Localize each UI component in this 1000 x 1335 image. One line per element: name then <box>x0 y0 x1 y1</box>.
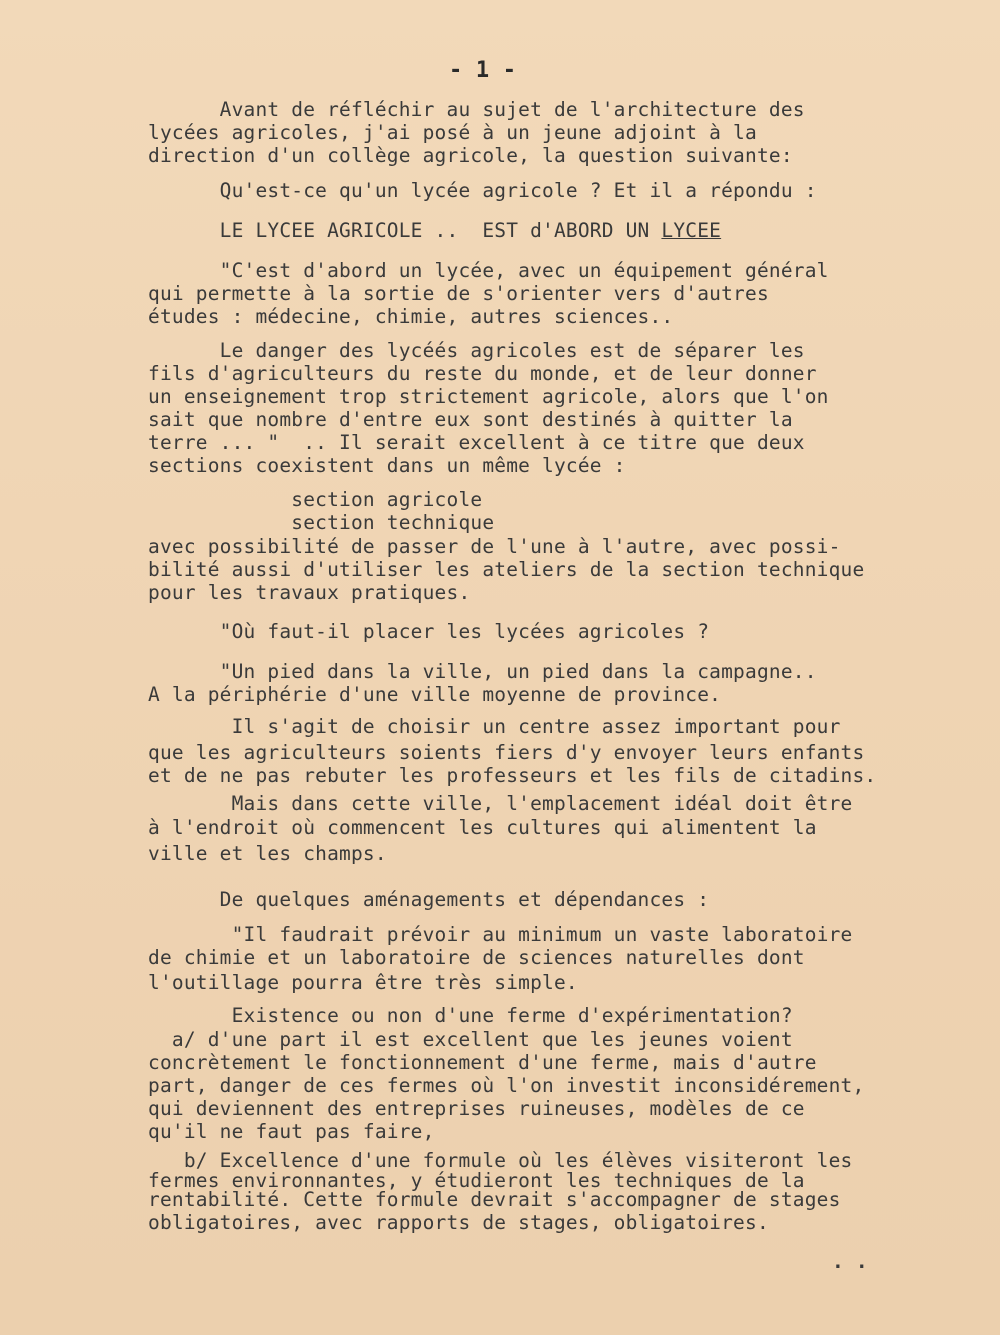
paragraph3-line6: sections coexistent dans un même lycée : <box>148 454 626 477</box>
paragraph5-line2: A la périphérie d'une ville moyenne de province. <box>148 683 722 706</box>
paragraph10-line4: obligatoires, avec rapports de stages, obligatoires. <box>148 1211 769 1234</box>
paragraph4-line2: bilité aussi d'utiliser les ateliers de la section technique <box>148 558 865 581</box>
paragraph9-line1: Existence ou non d'une ferme d'expérimentation? <box>148 1004 793 1027</box>
question2-line: "Où faut-il placer les lycées agricoles ? <box>148 620 710 643</box>
paragraph9-line4: part, danger de ces fermes où l'on investit inconsidérement, <box>148 1074 865 1097</box>
continuation-marks: . . <box>832 1250 868 1273</box>
paragraph3-line4: sait que nombre d'entre eux sont destinés à quitter la <box>148 408 793 431</box>
paragraph3-line2: fils d'agriculteurs du reste du monde, et de leur donner <box>148 362 817 385</box>
paragraph9-line5: qui deviennent des entreprises ruineuses, modèles de ce <box>148 1097 805 1120</box>
subheading-line: De quelques aménagements et dépendances : <box>148 888 710 911</box>
paragraph1-line3: direction d'un collège agricole, la question suivante: <box>148 144 793 167</box>
paragraph9-line2: a/ d'une part il est excellent que les jeunes voient <box>148 1028 793 1051</box>
paragraph4-line1: avec possibilité de passer de l'une à l'autre, avec possi- <box>148 535 841 558</box>
paragraph9-line3: concrètement le fonctionnement d'une ferme, mais d'autre <box>148 1051 817 1074</box>
heading-line <box>148 220 721 242</box>
heading-text: LE LYCEE AGRICOLE .. EST d'ABORD UN <box>148 219 662 242</box>
paragraph7-line3: ville et les champs. <box>148 842 387 865</box>
paragraph9-line6: qu'il ne faut pas faire, <box>148 1120 435 1143</box>
section-agricole: section agricole <box>148 488 483 511</box>
section-technique: section technique <box>148 511 495 534</box>
paragraph5-line1: "Un pied dans la ville, un pied dans la campagne.. <box>148 660 817 683</box>
paragraph6-line2: que les agriculteurs soients fiers d'y envoyer leurs enfants <box>148 741 865 764</box>
paragraph2-line2: qui permette à la sortie de s'orienter vers d'autres <box>148 282 769 305</box>
paragraph3-line1: Le danger des lycéés agricoles est de séparer les <box>148 339 805 362</box>
paragraph8-line1: "Il faudrait prévoir au minimum un vaste laboratoire <box>148 923 853 946</box>
paragraph2-line1: "C'est d'abord un lycée, avec un équipement général <box>148 259 829 282</box>
heading-underlined: LYCEE <box>661 219 722 242</box>
paragraph7-line2: à l'endroit où commencent les cultures qui alimentent la <box>148 816 817 839</box>
paragraph4-line3: pour les travaux pratiques. <box>148 581 471 604</box>
question-line: Qu'est-ce qu'un lycée agricole ? Et il a répondu : <box>148 179 817 202</box>
paragraph8-line2: de chimie et un laboratoire de sciences naturelles dont <box>148 946 805 969</box>
paragraph10-line2: fermes environnantes, y étudieront les techniques de la <box>148 1169 805 1192</box>
paragraph3-line3: un enseignement trop strictement agricole, alors que l'on <box>148 385 829 408</box>
paragraph1-line1: Avant de réfléchir au sujet de l'architecture des <box>148 98 805 121</box>
paragraph6-line1: Il s'agit de choisir un centre assez important pour <box>148 715 841 738</box>
paragraph6-line3: et de ne pas rebuter les professeurs et les fils de citadins. <box>148 764 877 787</box>
paragraph2-line3: études : médecine, chimie, autres sciences.. <box>148 305 674 328</box>
paragraph10-line1: b/ Excellence d'une formule où les élèves visiteront les <box>148 1149 853 1172</box>
paragraph1-line2: lycées agricoles, j'ai posé à un jeune adjoint à la <box>148 121 757 144</box>
paragraph7-line1: Mais dans cette ville, l'emplacement idéal doit être <box>148 792 853 815</box>
page-number: - 1 - <box>449 58 517 83</box>
paragraph10-line3: rentabilité. Cette formule devrait s'accompagner de stages <box>148 1188 841 1211</box>
paragraph3-line5: terre ... " .. Il serait excellent à ce titre que deux <box>148 431 805 454</box>
paragraph8-line3: l'outillage pourra être très simple. <box>148 971 578 994</box>
